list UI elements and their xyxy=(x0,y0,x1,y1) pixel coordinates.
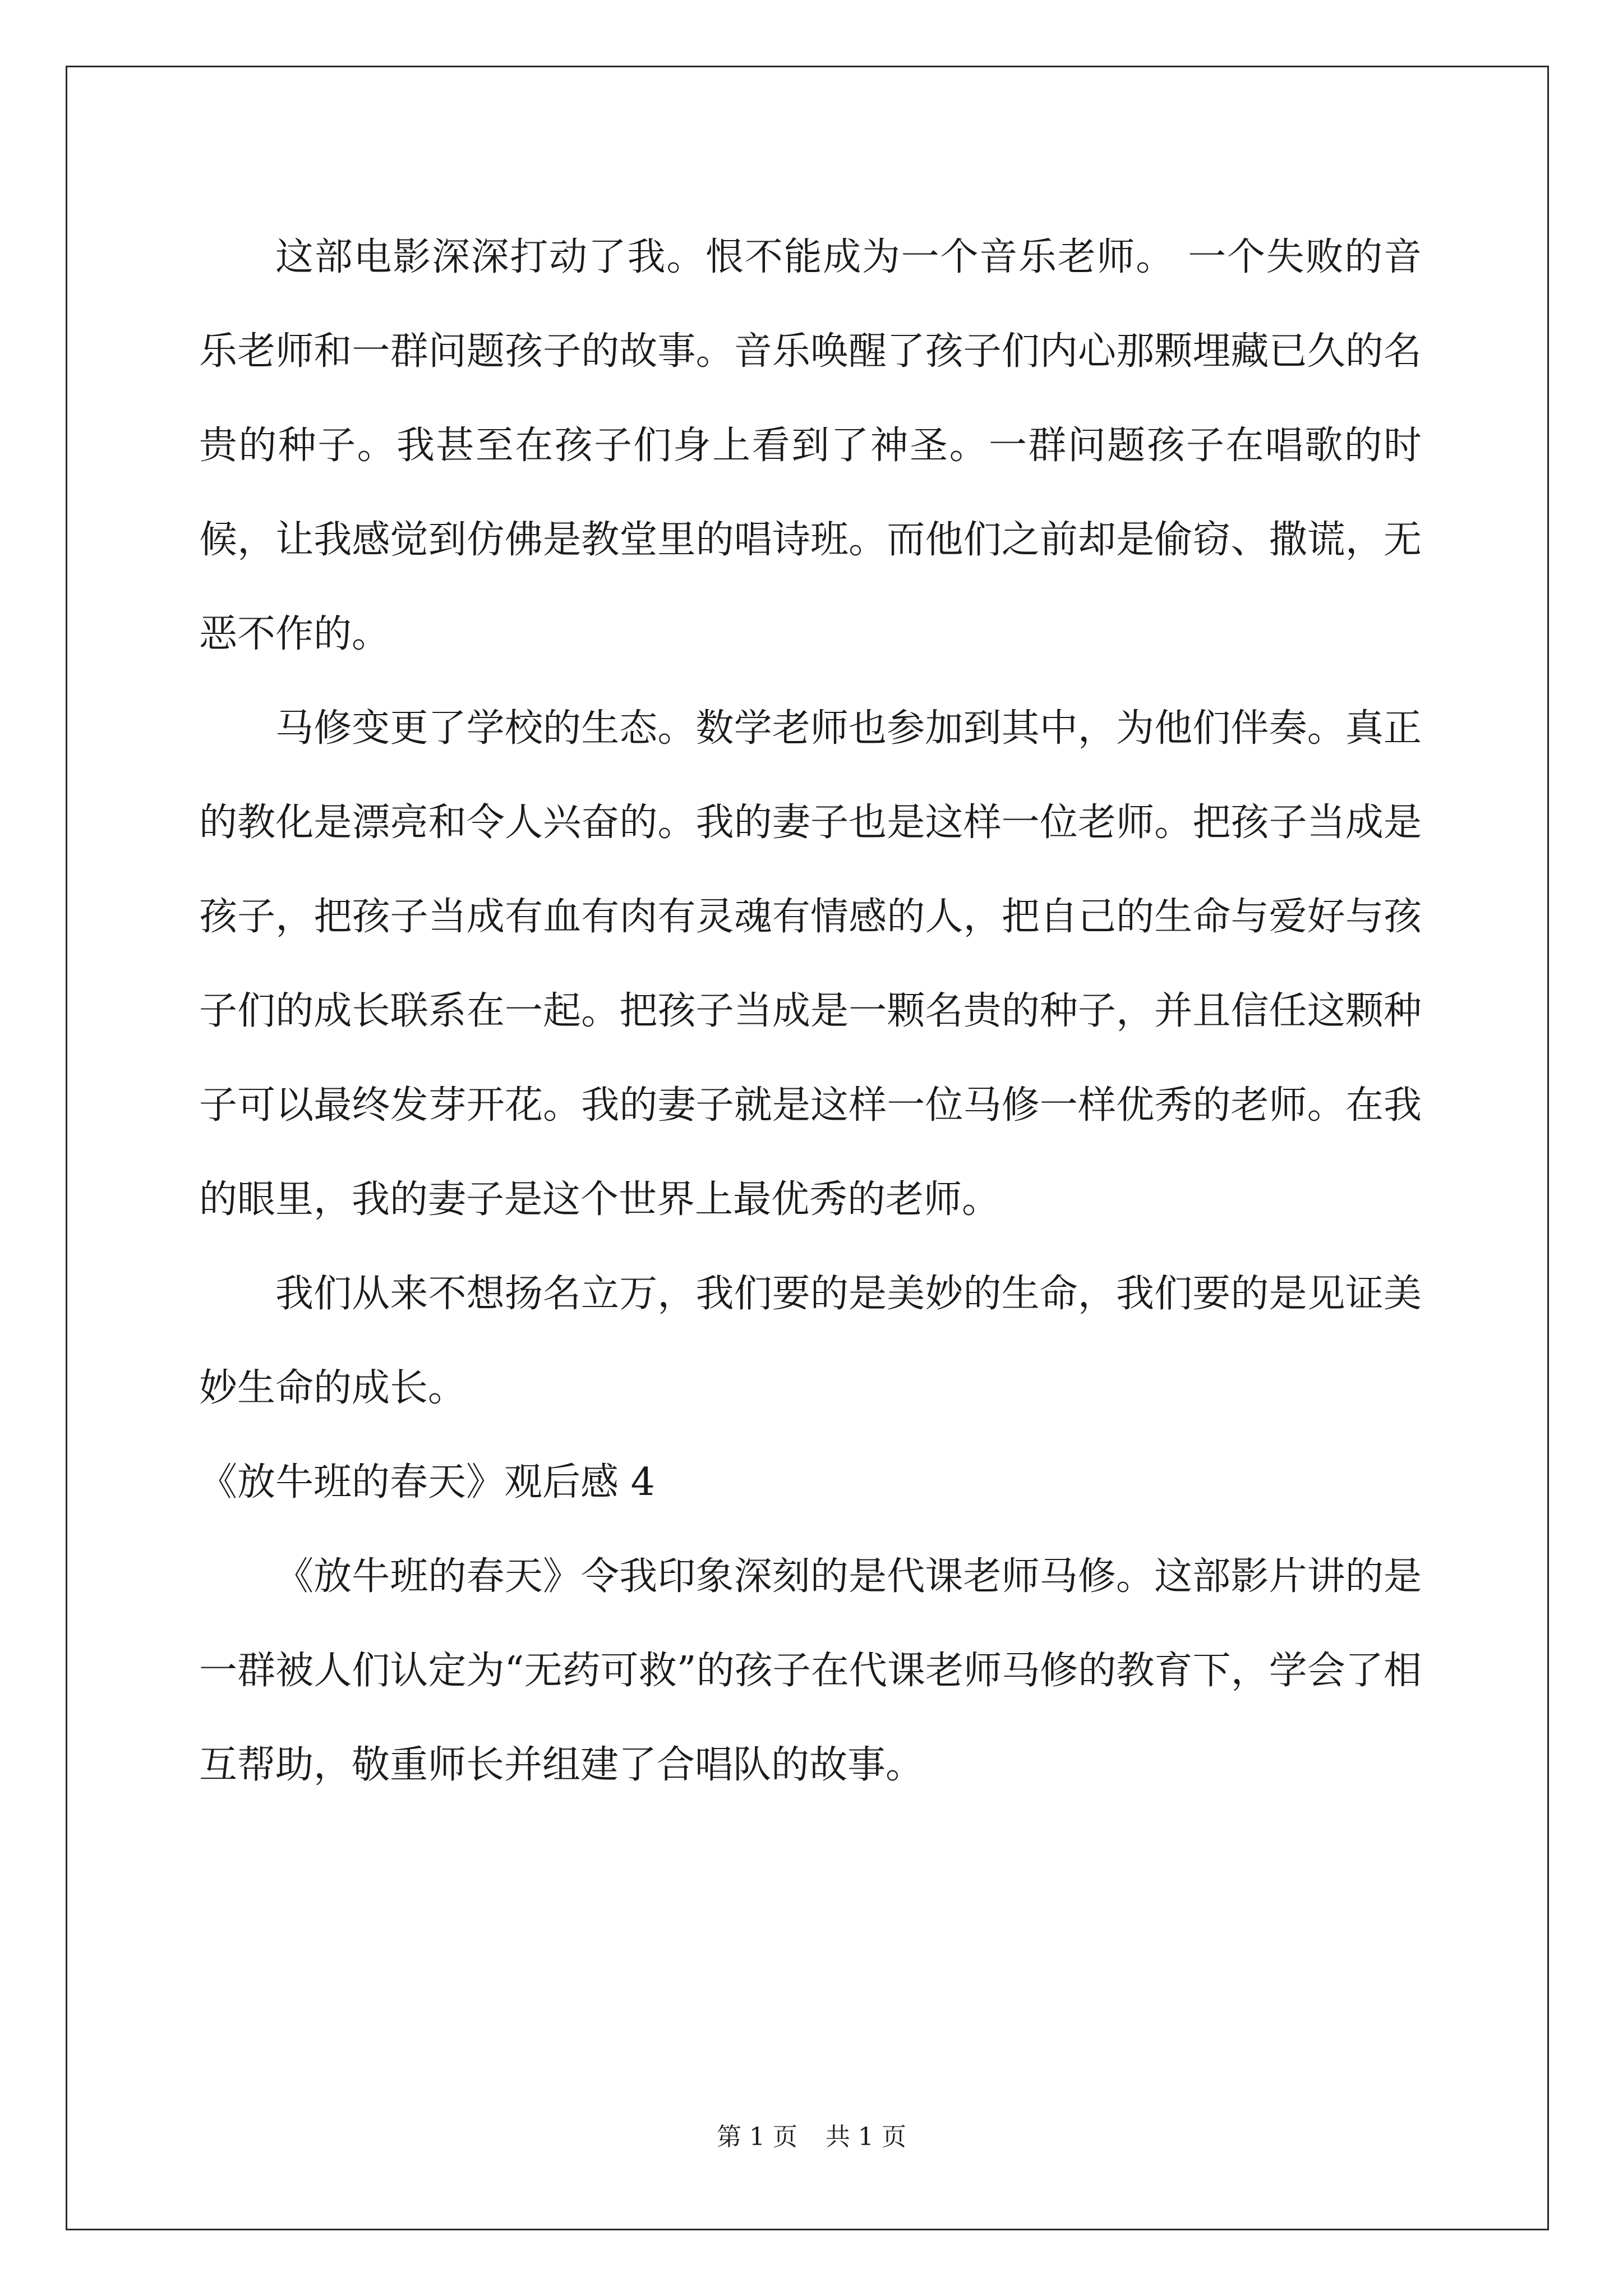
paragraph-3: 我们从来不想扬名立万，我们要的是美妙的生命，我们要的是见证美妙生命的成长。 xyxy=(199,1272,1422,1410)
paragraph-1: 这部电影深深打动了我。恨不能成为一个音乐老师。 一个失败的音乐老师和一群问题孩子的故事。音乐唤醒了孩子们内心那颗埋藏已久的名贵的种子。我甚至在孩子们身上看到了神圣。一群问题孩子在唱歌的时候，让我感觉到仿佛是教堂里的唱诗班。而他们之前却是偷窃、撒谎，无恶不作的。 xyxy=(199,235,1422,656)
page-total: 共 1 页 xyxy=(826,2123,906,2151)
document-body xyxy=(199,210,1422,1812)
paragraph-4: 《放牛班的春天》令我印象深刻的是代课老师马修。这部影片讲的是一群被人们认定为“无药可救”的孩子在代课老师马修的教育下，学会了相互帮助，敬重师长并组建了合唱队的故事。 xyxy=(199,1554,1422,1787)
page-number: 第 1 页 xyxy=(717,2123,797,2151)
page-footer xyxy=(0,2120,1623,2154)
section-heading: 《放牛班的春天》观后感 4 xyxy=(199,1460,655,1504)
paragraph-2: 马修变更了学校的生态。数学老师也参加到其中，为他们伴奏。真正的教化是漂亮和令人兴奋的。我的妻子也是这样一位老师。把孩子当成是孩子，把孩子当成有血有肉有灵魂有情感的人，把自己的生命与爱好与孩子们的成长联系在一起。把孩子当成是一颗名贵的种子，并且信任这颗种子可以最终发芽开花。我的妻子就是这样一位马修一样优秀的老师。在我的眼里，我的妻子是这个世界上最优秀的老师。 xyxy=(199,706,1422,1222)
